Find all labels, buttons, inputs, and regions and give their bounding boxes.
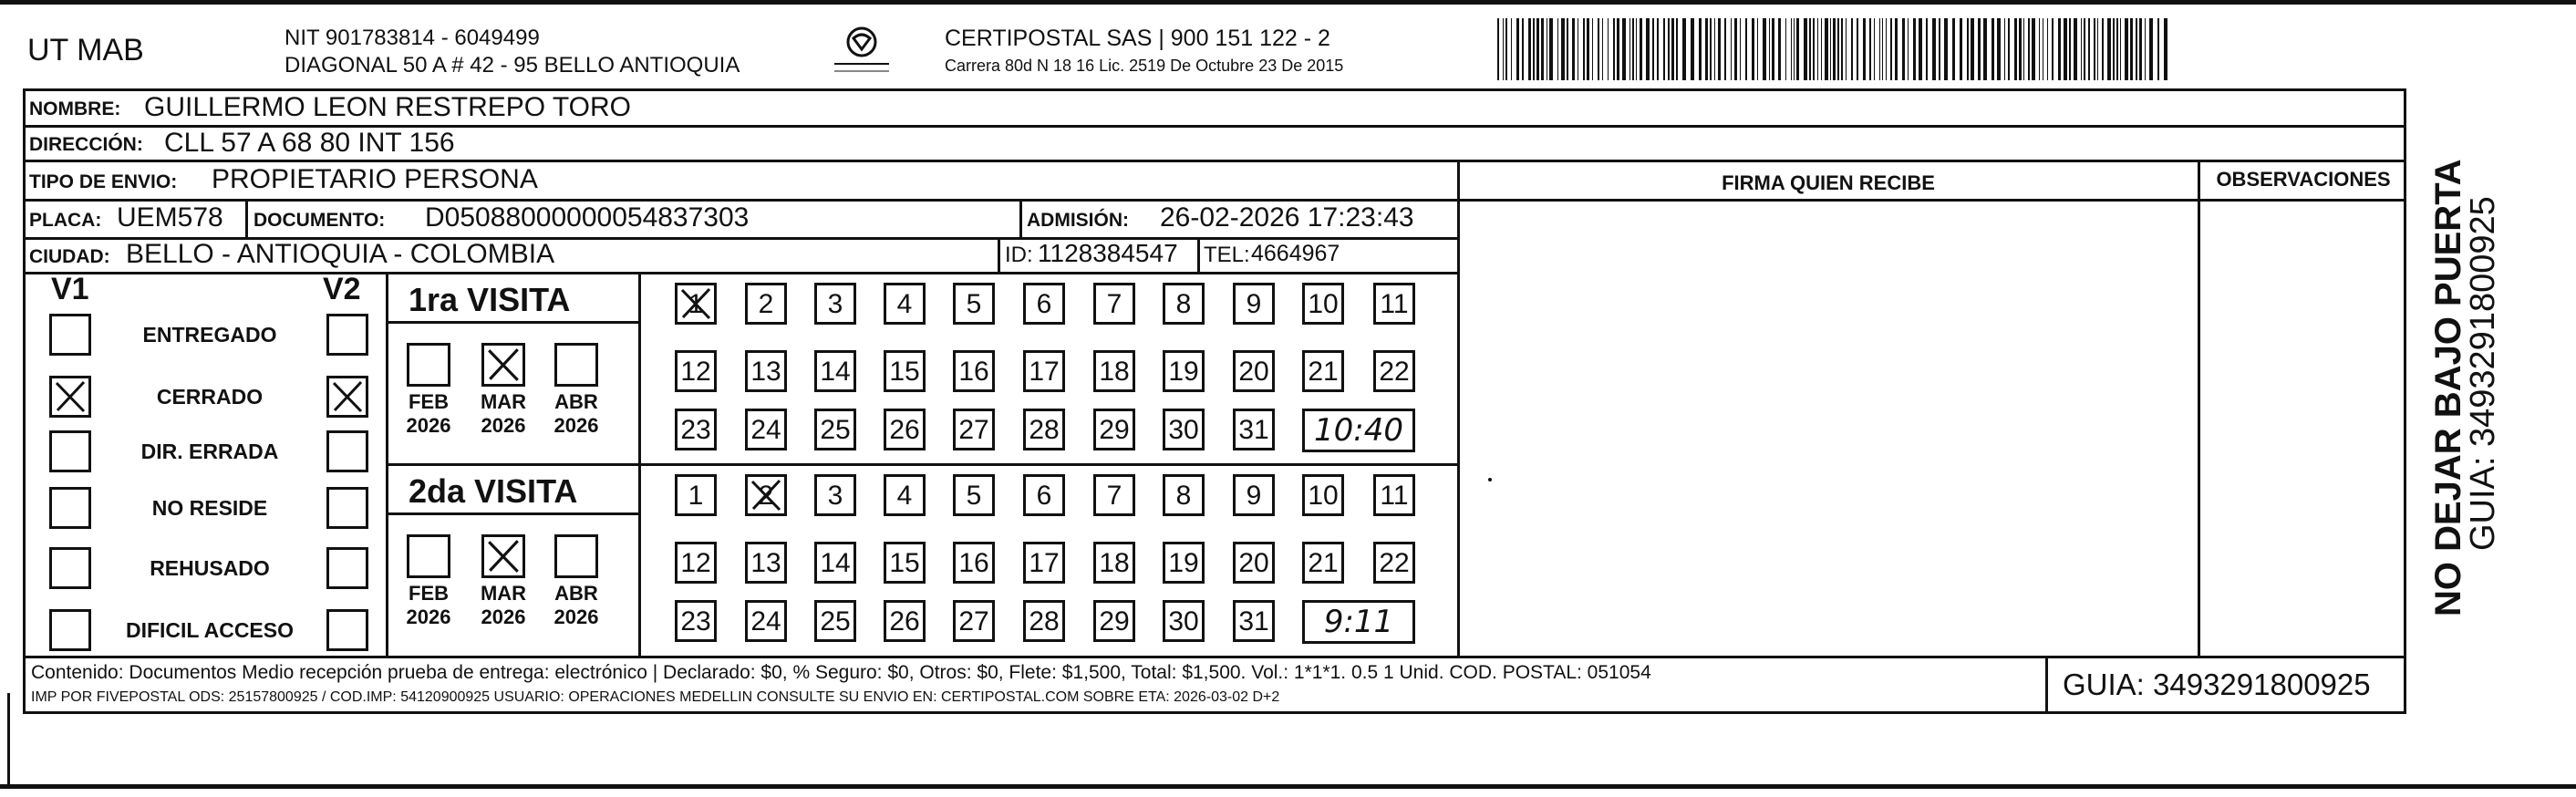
day-box-5[interactable] — [953, 283, 995, 325]
visit-title: 2da VISITA — [409, 472, 578, 510]
month-checkbox[interactable] — [481, 343, 525, 387]
day-box-21[interactable] — [1302, 542, 1344, 584]
day-box-25[interactable] — [814, 600, 856, 642]
ciudad-value: BELLO - ANTIOQUIA - COLOMBIA — [126, 239, 555, 269]
month-year: 2026 — [406, 606, 451, 628]
side-warning: NO DEJAR BAJO PUERTA — [2428, 159, 2468, 616]
day-number: 4 — [896, 289, 913, 319]
day-number: 20 — [1238, 548, 1269, 578]
day-number: 23 — [680, 415, 711, 445]
day-box-10[interactable] — [1302, 474, 1344, 516]
day-number: 22 — [1379, 357, 1410, 387]
day-box-13[interactable] — [745, 350, 787, 392]
status-v1-checkbox[interactable] — [49, 547, 91, 589]
day-box-18[interactable] — [1093, 542, 1135, 584]
month-year: 2026 — [406, 414, 451, 437]
month-label: ABR — [554, 582, 598, 605]
day-box-6[interactable] — [1023, 283, 1065, 325]
day-box-29[interactable] — [1093, 409, 1135, 450]
day-number: 19 — [1168, 357, 1199, 387]
day-number: 1 — [688, 481, 704, 511]
day-box-9[interactable] — [1233, 283, 1275, 325]
row-line — [23, 272, 1459, 274]
month-label: FEB — [409, 582, 449, 605]
day-box-4[interactable] — [884, 474, 926, 516]
footer-guia: GUIA: 3493291800925 — [2063, 668, 2371, 701]
day-box-25[interactable] — [814, 409, 856, 450]
day-number: 14 — [820, 548, 851, 578]
month-checkbox[interactable] — [554, 343, 598, 387]
day-number: 19 — [1168, 548, 1199, 578]
carrier-name: CERTIPOSTAL SAS | 900 151 122 - 2 — [945, 26, 1330, 51]
status-v2-checkbox[interactable] — [326, 609, 368, 651]
status-label: CERRADO — [156, 385, 264, 409]
observaciones-header: OBSERVACIONES — [2216, 168, 2391, 191]
day-number: 9 — [1246, 289, 1262, 319]
day-box-9[interactable] — [1233, 474, 1275, 516]
day-number: 7 — [1106, 481, 1122, 511]
month-label: MAR — [480, 390, 527, 413]
day-number: 1 — [688, 289, 704, 319]
direccion-label: DIRECCIÓN: — [29, 134, 143, 155]
col-line — [1197, 237, 1200, 272]
day-number: 16 — [958, 548, 989, 578]
nombre-value: GUILLERMO LEON RESTREPO TORO — [144, 92, 632, 122]
visit-time: 9:11 — [1323, 604, 1394, 640]
footer-imp: IMP POR FIVEPOSTAL ODS: 25157800925 / COD.IMP: 54120900925 USUARIO: OPERACIONES MEDELLIN CONSULTE SU ENVIO EN: CERTIPOSTAL.COM SOBRE ETA: 2026-03-02 D+2 — [31, 689, 1280, 705]
placa-label: PLACA: — [29, 210, 102, 231]
status-label: ENTREGADO — [142, 323, 277, 347]
carrier-address: Carrera 80d N 18 16 Lic. 2519 De Octubre 23 De 2015 — [945, 57, 1344, 75]
tel-label: TEL: — [1204, 243, 1250, 267]
day-box-2[interactable] — [745, 283, 787, 325]
day-box-14[interactable] — [814, 350, 856, 392]
status-label: DIR. ERRADA — [140, 440, 279, 463]
month-checkbox[interactable] — [554, 534, 598, 578]
day-box-8[interactable] — [1163, 283, 1205, 325]
day-box-11[interactable] — [1373, 283, 1415, 325]
visit-time-box[interactable] — [1302, 409, 1415, 452]
day-number: 10 — [1308, 481, 1339, 511]
day-box-16[interactable] — [953, 542, 995, 584]
day-number: 9 — [1246, 481, 1262, 511]
visit-time: 10:40 — [1314, 412, 1403, 449]
day-number: 22 — [1379, 548, 1410, 578]
day-box-29[interactable] — [1093, 600, 1135, 642]
visit-time-box[interactable] — [1302, 600, 1415, 644]
day-box-24[interactable] — [745, 409, 787, 450]
day-number: 6 — [1036, 481, 1052, 511]
status-v2-checkbox[interactable] — [326, 487, 368, 529]
day-box-12[interactable] — [675, 350, 717, 392]
tel-value: 4664967 — [1251, 241, 1340, 266]
admision-label: ADMISIÓN: — [1027, 210, 1129, 231]
day-box-19[interactable] — [1163, 542, 1205, 584]
day-box-14[interactable] — [814, 542, 856, 584]
day-box-27[interactable] — [953, 600, 995, 642]
day-number: 18 — [1099, 357, 1130, 387]
day-number: 10 — [1308, 289, 1339, 319]
day-number: 2 — [758, 481, 774, 511]
company-nit: NIT 901783814 - 6049499 — [284, 26, 540, 50]
row-line — [1459, 199, 2406, 202]
company-name: UT MAB — [27, 33, 144, 67]
day-box-6[interactable] — [1023, 474, 1065, 516]
col-line — [998, 237, 1000, 272]
day-number: 3 — [827, 289, 843, 319]
day-number: 15 — [889, 548, 920, 578]
day-box-19[interactable] — [1163, 350, 1205, 392]
col-line — [245, 199, 248, 237]
day-number: 15 — [889, 357, 920, 387]
day-number: 11 — [1380, 481, 1409, 511]
day-box-28[interactable] — [1023, 600, 1065, 642]
day-box-15[interactable] — [884, 350, 926, 392]
day-box-11[interactable] — [1373, 474, 1415, 516]
tipo-label: TIPO DE ENVIO: — [29, 171, 178, 192]
day-number: 27 — [958, 415, 989, 445]
day-number: 31 — [1238, 606, 1269, 637]
day-number: 14 — [820, 357, 851, 387]
v1-header: V1 — [51, 272, 89, 306]
day-number: 27 — [958, 606, 989, 637]
day-number: 5 — [966, 481, 982, 511]
month-checkbox[interactable] — [481, 534, 525, 578]
day-box-4[interactable] — [884, 283, 926, 325]
documento-value: D05088000000054837303 — [425, 202, 750, 233]
day-number: 24 — [750, 606, 781, 637]
day-number: 21 — [1308, 357, 1339, 387]
bottom-edge — [0, 784, 2576, 789]
month-label: FEB — [409, 390, 449, 413]
day-box-22[interactable] — [1373, 542, 1415, 584]
day-box-3[interactable] — [814, 283, 856, 325]
day-box-30[interactable] — [1163, 600, 1205, 642]
day-number: 26 — [889, 606, 920, 637]
day-number: 8 — [1175, 289, 1192, 319]
day-number: 6 — [1036, 289, 1052, 319]
day-number: 28 — [1029, 606, 1060, 637]
day-number: 4 — [896, 481, 913, 511]
left-edge — [7, 693, 10, 789]
day-box-3[interactable] — [814, 474, 856, 516]
day-number: 29 — [1099, 415, 1130, 445]
day-box-28[interactable] — [1023, 409, 1065, 450]
day-number: 24 — [750, 415, 781, 445]
direccion-value: CLL 57 A 68 80 INT 156 — [164, 128, 455, 158]
col-line — [2045, 656, 2048, 714]
day-number: 31 — [1238, 415, 1269, 445]
row-line — [23, 160, 2406, 162]
day-box-31[interactable] — [1233, 600, 1275, 642]
certipostal-logo — [825, 24, 898, 78]
status-label: REHUSADO — [150, 556, 270, 580]
day-number: 17 — [1029, 357, 1060, 387]
day-box-10[interactable] — [1302, 283, 1344, 325]
status-v1-checkbox[interactable] — [49, 609, 91, 651]
day-box-21[interactable] — [1302, 350, 1344, 392]
day-box-7[interactable] — [1093, 474, 1135, 516]
day-box-31[interactable] — [1233, 409, 1275, 450]
day-number: 13 — [750, 548, 781, 578]
day-box-8[interactable] — [1163, 474, 1205, 516]
month-checkbox[interactable] — [407, 534, 450, 578]
day-box-13[interactable] — [745, 542, 787, 584]
day-box-23[interactable] — [675, 600, 717, 642]
day-number: 29 — [1099, 606, 1130, 637]
day-box-26[interactable] — [884, 409, 926, 450]
status-v1-checkbox[interactable] — [49, 487, 91, 529]
day-box-18[interactable] — [1093, 350, 1135, 392]
day-box-1[interactable] — [675, 474, 717, 516]
row-line — [386, 321, 638, 324]
status-v1-checkbox[interactable] — [49, 376, 91, 418]
day-box-23[interactable] — [675, 409, 717, 450]
stray-dot — [1488, 478, 1492, 481]
row-line — [23, 199, 1459, 202]
month-year: 2026 — [481, 606, 526, 628]
day-number: 13 — [750, 357, 781, 387]
day-box-17[interactable] — [1023, 542, 1065, 584]
month-label: ABR — [554, 390, 598, 413]
documento-label: DOCUMENTO: — [253, 210, 386, 231]
day-number: 2 — [758, 289, 774, 319]
day-number: 30 — [1168, 415, 1199, 445]
status-v2-checkbox[interactable] — [326, 314, 368, 356]
day-box-2[interactable] — [745, 474, 787, 516]
day-box-15[interactable] — [884, 542, 926, 584]
admision-value: 26-02-2026 17:23:43 — [1160, 202, 1414, 233]
month-year: 2026 — [553, 414, 599, 437]
day-number: 25 — [820, 415, 851, 445]
day-box-16[interactable] — [953, 350, 995, 392]
col-line — [2198, 160, 2200, 657]
day-number: 3 — [827, 481, 843, 511]
day-box-20[interactable] — [1233, 350, 1275, 392]
status-v2-checkbox[interactable] — [326, 430, 368, 472]
v2-header: V2 — [323, 272, 361, 306]
day-number: 11 — [1380, 289, 1409, 319]
placa-value: UEM578 — [117, 202, 223, 233]
barcode — [1495, 18, 2175, 80]
status-v1-checkbox[interactable] — [49, 314, 91, 356]
day-number: 17 — [1029, 548, 1060, 578]
day-number: 16 — [958, 357, 989, 387]
status-label: DIFICIL ACCESO — [125, 618, 294, 642]
day-box-5[interactable] — [953, 474, 995, 516]
ciudad-label: CIUDAD: — [29, 246, 110, 267]
id-label: ID: — [1005, 243, 1033, 267]
day-box-20[interactable] — [1233, 542, 1275, 584]
footer-content: Contenido: Documentos Medio recepción prueba de entrega: electrónico | Declarado: $0, % Seguro: $0, Otros: $0, Flete: $1,500, Total: $1,500. Vol.: 1*1*1. 0.5 1 Unid. COD. POSTAL: 051054 — [31, 662, 1651, 683]
day-number: 18 — [1099, 548, 1130, 578]
day-number: 26 — [889, 415, 920, 445]
day-number: 8 — [1175, 481, 1192, 511]
day-number: 30 — [1168, 606, 1199, 637]
day-number: 21 — [1308, 548, 1339, 578]
side-guia: GUIA: 3493291800925 — [2464, 196, 2502, 551]
tipo-value: PROPIETARIO PERSONA — [212, 164, 538, 194]
month-year: 2026 — [553, 606, 599, 628]
day-box-12[interactable] — [675, 542, 717, 584]
firma-header: FIRMA QUIEN RECIBE — [1722, 171, 1935, 194]
col-line — [1019, 199, 1022, 237]
day-box-22[interactable] — [1373, 350, 1415, 392]
row-line — [386, 512, 638, 515]
day-number: 12 — [680, 357, 711, 387]
company-address: DIAGONAL 50 A # 42 - 95 BELLO ANTIOQUIA — [284, 53, 740, 78]
day-number: 23 — [680, 606, 711, 637]
col-line — [1457, 160, 1460, 657]
visit-title: 1ra VISITA — [409, 281, 571, 318]
month-year: 2026 — [481, 414, 526, 437]
day-number: 25 — [820, 606, 851, 637]
month-label: MAR — [480, 582, 527, 605]
day-box-30[interactable] — [1163, 409, 1205, 450]
day-number: 7 — [1106, 289, 1122, 319]
status-label: NO RESIDE — [151, 496, 268, 520]
day-box-7[interactable] — [1093, 283, 1135, 325]
day-box-1[interactable] — [675, 283, 717, 325]
status-v1-checkbox[interactable] — [49, 430, 91, 472]
month-checkbox[interactable] — [407, 343, 450, 387]
day-box-27[interactable] — [953, 409, 995, 450]
status-v2-checkbox[interactable] — [326, 376, 368, 418]
id-value: 1128384547 — [1038, 239, 1178, 267]
status-v2-checkbox[interactable] — [326, 547, 368, 589]
day-number: 20 — [1238, 357, 1269, 387]
day-number: 5 — [966, 289, 982, 319]
row-line — [386, 463, 1459, 466]
row-line — [23, 656, 2406, 658]
day-number: 28 — [1029, 415, 1060, 445]
nombre-label: NOMBRE: — [29, 98, 121, 119]
top-edge — [0, 0, 2576, 5]
day-box-24[interactable] — [745, 600, 787, 642]
day-number: 12 — [680, 548, 711, 578]
day-box-26[interactable] — [884, 600, 926, 642]
day-box-17[interactable] — [1023, 350, 1065, 392]
